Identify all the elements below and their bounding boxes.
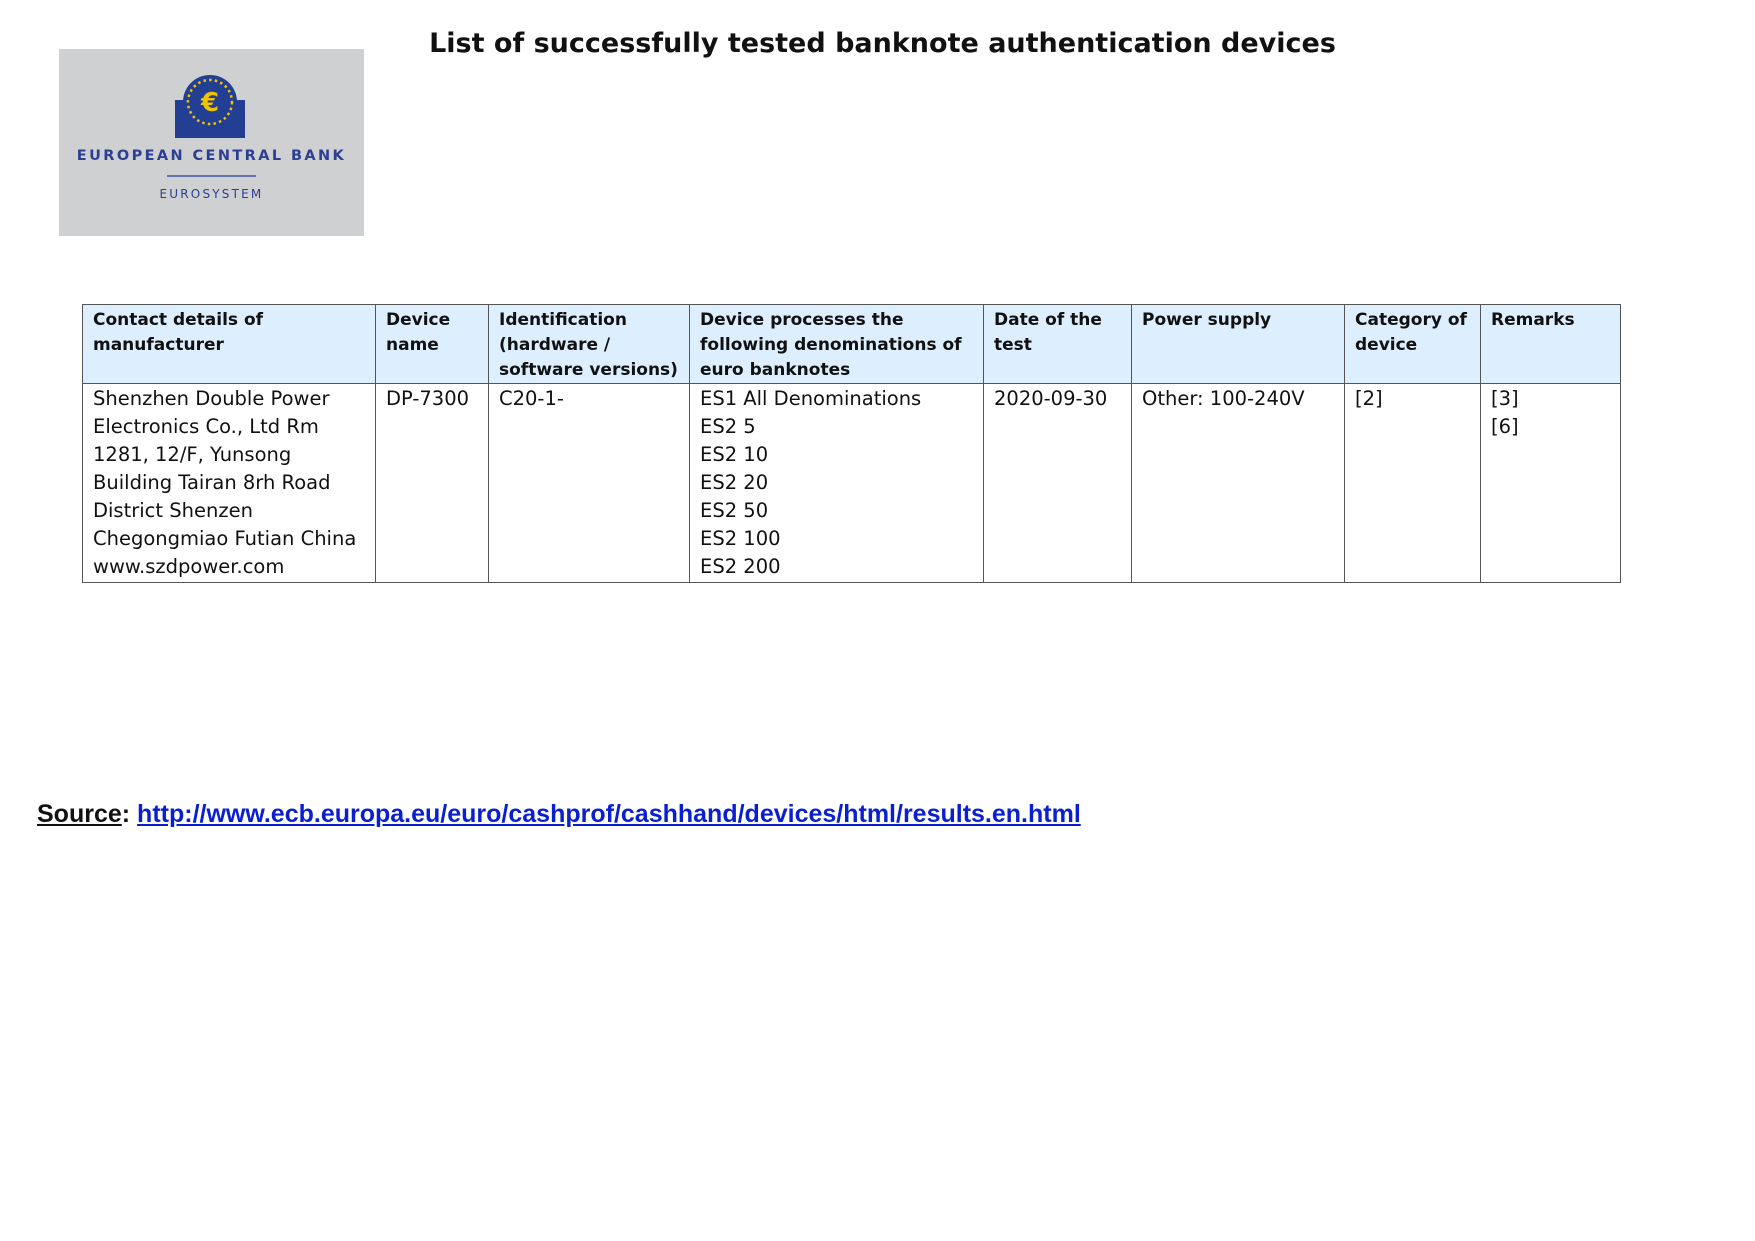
cell-category: [2] [1345,384,1481,583]
cell-date: 2020-09-30 [984,384,1132,583]
header-identification: Identification (hardware / software versions) [489,305,690,384]
source-label: Source [37,800,122,828]
logo-title: EUROPEAN CENTRAL BANK [76,148,347,164]
table-row [83,384,1621,583]
ecb-logo [59,49,364,236]
denomination-line: ES2 20 [700,471,769,494]
denomination-line: ES2 100 [700,527,781,550]
contact-line: Building Tairan 8rh Road [93,471,331,494]
denomination-line: ES2 10 [700,443,769,466]
contact-line: Shenzhen Double Power [93,387,330,410]
header-contact: Contact details of manufacturer [83,305,376,384]
header-power-supply: Power supply [1132,305,1345,384]
ecb-emblem-icon [59,49,364,236]
source-line [37,800,1081,829]
cell-power-supply: Other: 100-240V [1132,384,1345,583]
page-title: List of successfully tested banknote authentication devices [429,28,1336,59]
contact-line: 1281, 12/F, Yunsong [93,443,292,466]
denomination-line: ES2 5 [700,415,756,438]
table-header-row [83,305,1621,384]
source-link[interactable]: http://www.ecb.europa.eu/euro/cashprof/cashhand/devices/html/results.en.html [137,800,1081,828]
denomination-line: ES2 50 [700,499,769,522]
denomination-line: ES1 All Denominations [700,387,922,410]
cell-identification: C20-1- [489,384,690,583]
header-category: Category of device [1345,305,1481,384]
header-denominations: Device processes the following denominations of euro banknotes [690,305,984,384]
contact-website: www.szdpower.com [93,555,285,578]
euro-symbol: € [200,88,220,118]
logo-subtitle: EUROSYSTEM [159,187,264,201]
cell-denominations [690,384,984,583]
source-separator: : [121,800,131,828]
header-remarks: Remarks [1481,305,1621,384]
contact-line: Electronics Co., Ltd Rm [93,415,319,438]
contact-line: District Shenzen [93,499,253,522]
cell-remarks [1481,384,1621,583]
header-device-name: Device name [376,305,489,384]
remark-line: [3] [1491,387,1519,410]
remark-line: [6] [1491,415,1519,438]
header-date: Date of the test [984,305,1132,384]
cell-device-name: DP-7300 [376,384,489,583]
denomination-line: ES2 200 [700,555,781,578]
contact-line: Chegongmiao Futian China [93,527,357,550]
devices-table [82,304,1621,583]
cell-contact [83,384,376,583]
